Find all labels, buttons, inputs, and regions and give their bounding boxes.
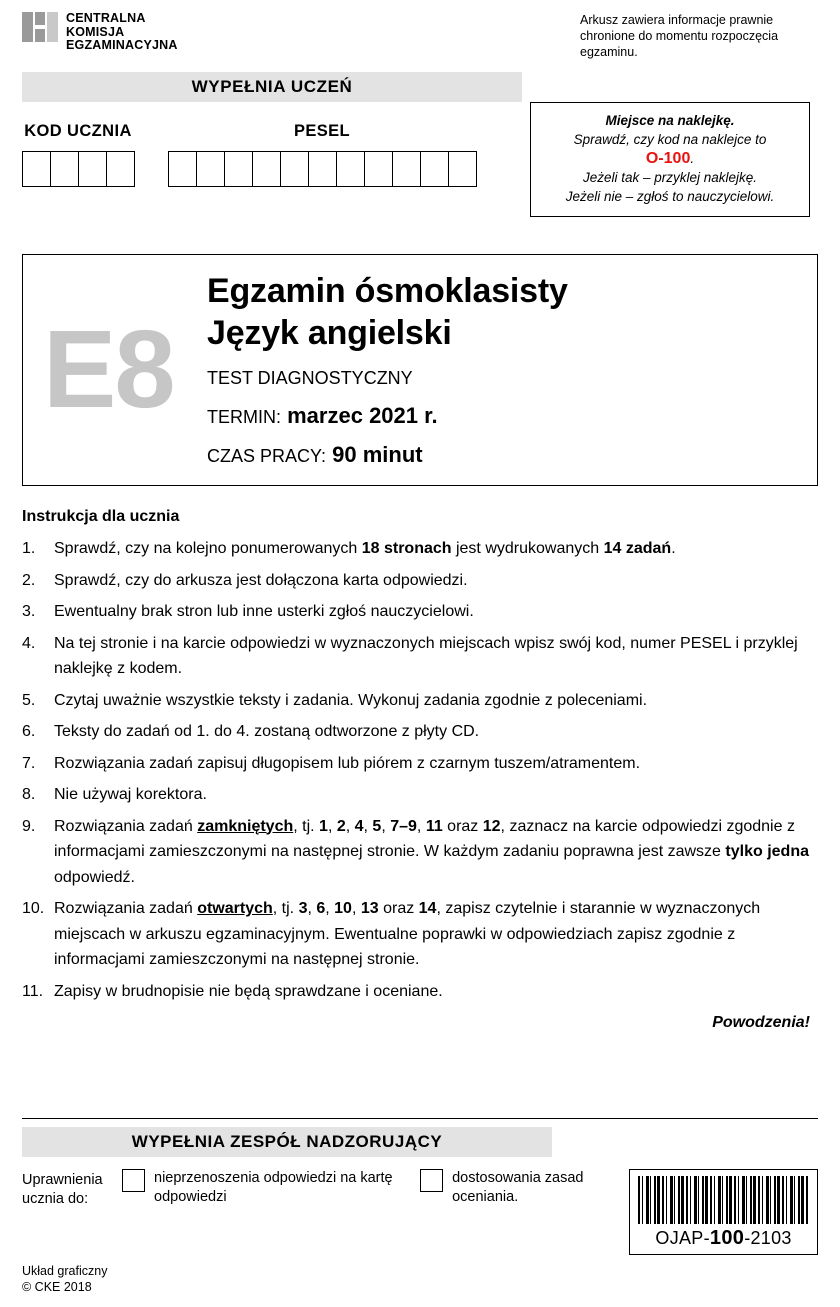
supervisor-options-row — [22, 1169, 818, 1255]
pesel-cell[interactable] — [448, 151, 477, 187]
org-line-3: EGZAMINACYJNA — [66, 38, 178, 52]
instruction-item — [22, 719, 814, 745]
supervisor-fill-band: WYPEŁNIA ZESPÓŁ NADZORUJĄCY — [22, 1127, 552, 1157]
barcode-icon — [638, 1176, 809, 1224]
sticker-line-2-text: Sprawdź, czy kod na naklejce to — [573, 132, 767, 147]
pesel-cell[interactable] — [196, 151, 225, 187]
instruction-item-number: 3. — [22, 603, 36, 620]
barcode-label — [638, 1227, 809, 1250]
instruction-item-number: 1. — [22, 540, 36, 557]
sticker-code-row — [537, 149, 803, 168]
instruction-item — [22, 751, 814, 777]
checkbox-icon[interactable] — [420, 1169, 443, 1192]
sticker-placeholder-box — [530, 102, 810, 217]
student-fill-band: WYPEŁNIA UCZEŃ — [22, 72, 522, 102]
exam-title-text — [203, 270, 568, 471]
exam-name: Egzamin ósmoklasisty — [207, 271, 568, 310]
page-header — [0, 0, 840, 60]
sticker-line-3: Jeżeli tak – przyklej naklejkę. — [582, 170, 758, 185]
exam-test-type — [207, 362, 568, 393]
kod-cell[interactable] — [106, 151, 135, 187]
kod-ucznia-input[interactable] — [22, 151, 134, 187]
pesel-cell[interactable] — [252, 151, 281, 187]
exam-term-label: TERMIN: — [207, 406, 281, 427]
identification-area — [22, 102, 818, 252]
instruction-item — [22, 536, 814, 562]
instruction-item-text: Sprawdź, czy do arkusza jest dołączona karta odpowiedzi. — [54, 571, 468, 589]
exam-time-value: 90 minut — [332, 441, 423, 467]
pesel-input[interactable] — [168, 151, 476, 187]
sticker-line-4: Jeżeli nie – zgłoś to nauczycielowi. — [565, 189, 775, 204]
page-footer — [22, 1263, 107, 1295]
instruction-item-number: 11. — [22, 982, 44, 1000]
instruction-item-number: 5. — [22, 691, 36, 709]
cke-org-name — [66, 10, 178, 53]
instruction-item-text: Rozwiązania zadań zapisuj długopisem lub piórem z czarnym tuszem/atramentem. — [54, 754, 641, 772]
instruction-item-text: Czytaj uważnie wszystkie teksty i zadania. Wykonuj zadania zgodnie z poleceniami. — [54, 691, 648, 709]
kod-ucznia-label: KOD UCZNIA — [24, 122, 132, 140]
kod-cell[interactable] — [50, 151, 79, 187]
instruction-list — [22, 536, 814, 1004]
instruction-item-number: 8. — [22, 786, 36, 803]
instruction-item-number: 9. — [22, 817, 36, 835]
instruction-title: Instrukcja dla ucznia — [22, 508, 180, 525]
instruction-item-number: 2. — [22, 571, 36, 589]
org-line-1: CENTRALNA — [66, 11, 146, 25]
instruction-item — [22, 688, 814, 714]
barcode-suffix: -2103 — [744, 1228, 792, 1248]
instruction-item — [22, 631, 814, 682]
instruction-item-text: Teksty do zadań od 1. do 4. zostaną odtworzone z płyty CD. — [54, 723, 480, 740]
supervisor-left-label: Uprawnienia ucznia do: — [22, 1172, 103, 1207]
exam-time — [207, 440, 568, 471]
confidentiality-note: Arkusz zawiera informacje prawnie chronione do momentu rozpoczęcia egzaminu. — [580, 13, 779, 59]
kod-cell[interactable] — [22, 151, 51, 187]
sticker-line-1: Miejsce na naklejkę. — [605, 113, 735, 128]
exam-test-type-text: TEST DIAGNOSTYCZNY — [207, 367, 413, 388]
barcode-box — [629, 1169, 818, 1255]
exam-term — [207, 401, 568, 432]
instruction-item-text: Rozwiązania zadań zamkniętych, tj. 1, 2, 4, 5, 7–9, 11 oraz 12, zaznacz na karcie odpowiedzi zgodnie z informacjami zamieszczonymi na następnej stronie. W każdym zadaniu poprawna jest zawsze tylko jedna odpowiedź. — [54, 817, 809, 886]
pesel-group — [168, 122, 476, 187]
instruction-item — [22, 896, 814, 973]
instruction-item-text: Ewentualny brak stron lub inne usterki zgłoś nauczycielowi. — [54, 603, 474, 620]
option-no-transfer-label: nieprzenoszenia odpowiedzi na kartę odpowiedzi — [154, 1170, 393, 1205]
barcode-mid: 100 — [709, 1227, 745, 1249]
footer-line-2: © CKE 2018 — [22, 1280, 92, 1294]
kod-ucznia-group — [22, 122, 134, 187]
org-line-2: KOMISJA — [66, 24, 125, 39]
pesel-cell[interactable] — [168, 151, 197, 187]
cke-logo — [22, 10, 178, 53]
instruction-item-text: Nie używaj korektora. — [54, 786, 207, 803]
instruction-item — [22, 599, 814, 625]
sticker-code: O-100 — [645, 150, 691, 167]
pesel-cell[interactable] — [420, 151, 449, 187]
option-adapted-criteria[interactable] — [420, 1169, 603, 1207]
sticker-line-2 — [537, 130, 803, 149]
pesel-cell[interactable] — [224, 151, 253, 187]
exam-time-label: CZAS PRACY: — [207, 445, 327, 466]
instruction-item-text: Sprawdź, czy na kolejno ponumerowanych 18 stronach jest wydrukowanych 14 zadań. — [54, 540, 676, 557]
instruction-item-number: 10. — [22, 900, 45, 917]
instruction-item — [22, 568, 814, 594]
barcode-prefix: OJAP- — [655, 1228, 710, 1248]
exam-term-value: marzec 2021 r. — [287, 402, 438, 428]
pesel-cell[interactable] — [364, 151, 393, 187]
pesel-cell[interactable] — [308, 151, 337, 187]
code-fields — [22, 122, 510, 187]
instruction-item-text: Na tej stronie i na karcie odpowiedzi w wyznaczonych miejscach wpisz swój kod, numer PESEL i przyklej naklejkę z kodem. — [54, 634, 798, 677]
instruction-item-number: 4. — [22, 634, 36, 652]
instruction-item-text: Rozwiązania zadań otwartych, tj. 3, 6, 10, 13 oraz 14, zapisz czytelnie i starannie w wyznaczonych miejscach w arkuszu egzaminacyjnym. Ewentualne poprawki w odpowiedziach zapisz zgodnie z informacjami zamieszczonymi na następnej stronie. — [54, 900, 761, 968]
kod-cell[interactable] — [78, 151, 107, 187]
pesel-cell[interactable] — [392, 151, 421, 187]
good-luck-text: Powodzenia! — [712, 1014, 810, 1031]
e8-logo: E8 — [43, 308, 174, 431]
instruction-item — [22, 814, 814, 891]
option-no-transfer[interactable] — [122, 1169, 394, 1207]
option-adapted-criteria-label: dostosowania zasad oceniania. — [452, 1170, 584, 1205]
sticker-code-period: . — [690, 151, 695, 166]
instruction-item-number: 6. — [22, 723, 36, 740]
pesel-cell[interactable] — [280, 151, 309, 187]
instruction-item-number: 7. — [22, 754, 36, 772]
pesel-label: PESEL — [293, 122, 351, 140]
exam-title-box — [22, 254, 818, 486]
checkbox-icon[interactable] — [122, 1169, 145, 1192]
instruction-item — [22, 782, 814, 808]
footer-line-1: Układ graficzny — [22, 1264, 108, 1278]
pesel-cell[interactable] — [336, 151, 365, 187]
cke-mark-icon — [22, 12, 58, 42]
instruction-item — [22, 979, 814, 1005]
exam-subject: Język angielski — [207, 313, 452, 352]
supervisor-section — [22, 1118, 818, 1255]
divider — [22, 1118, 818, 1119]
instruction-item-text: Zapisy w brudnopisie nie będą sprawdzane i oceniane. — [54, 982, 443, 1000]
